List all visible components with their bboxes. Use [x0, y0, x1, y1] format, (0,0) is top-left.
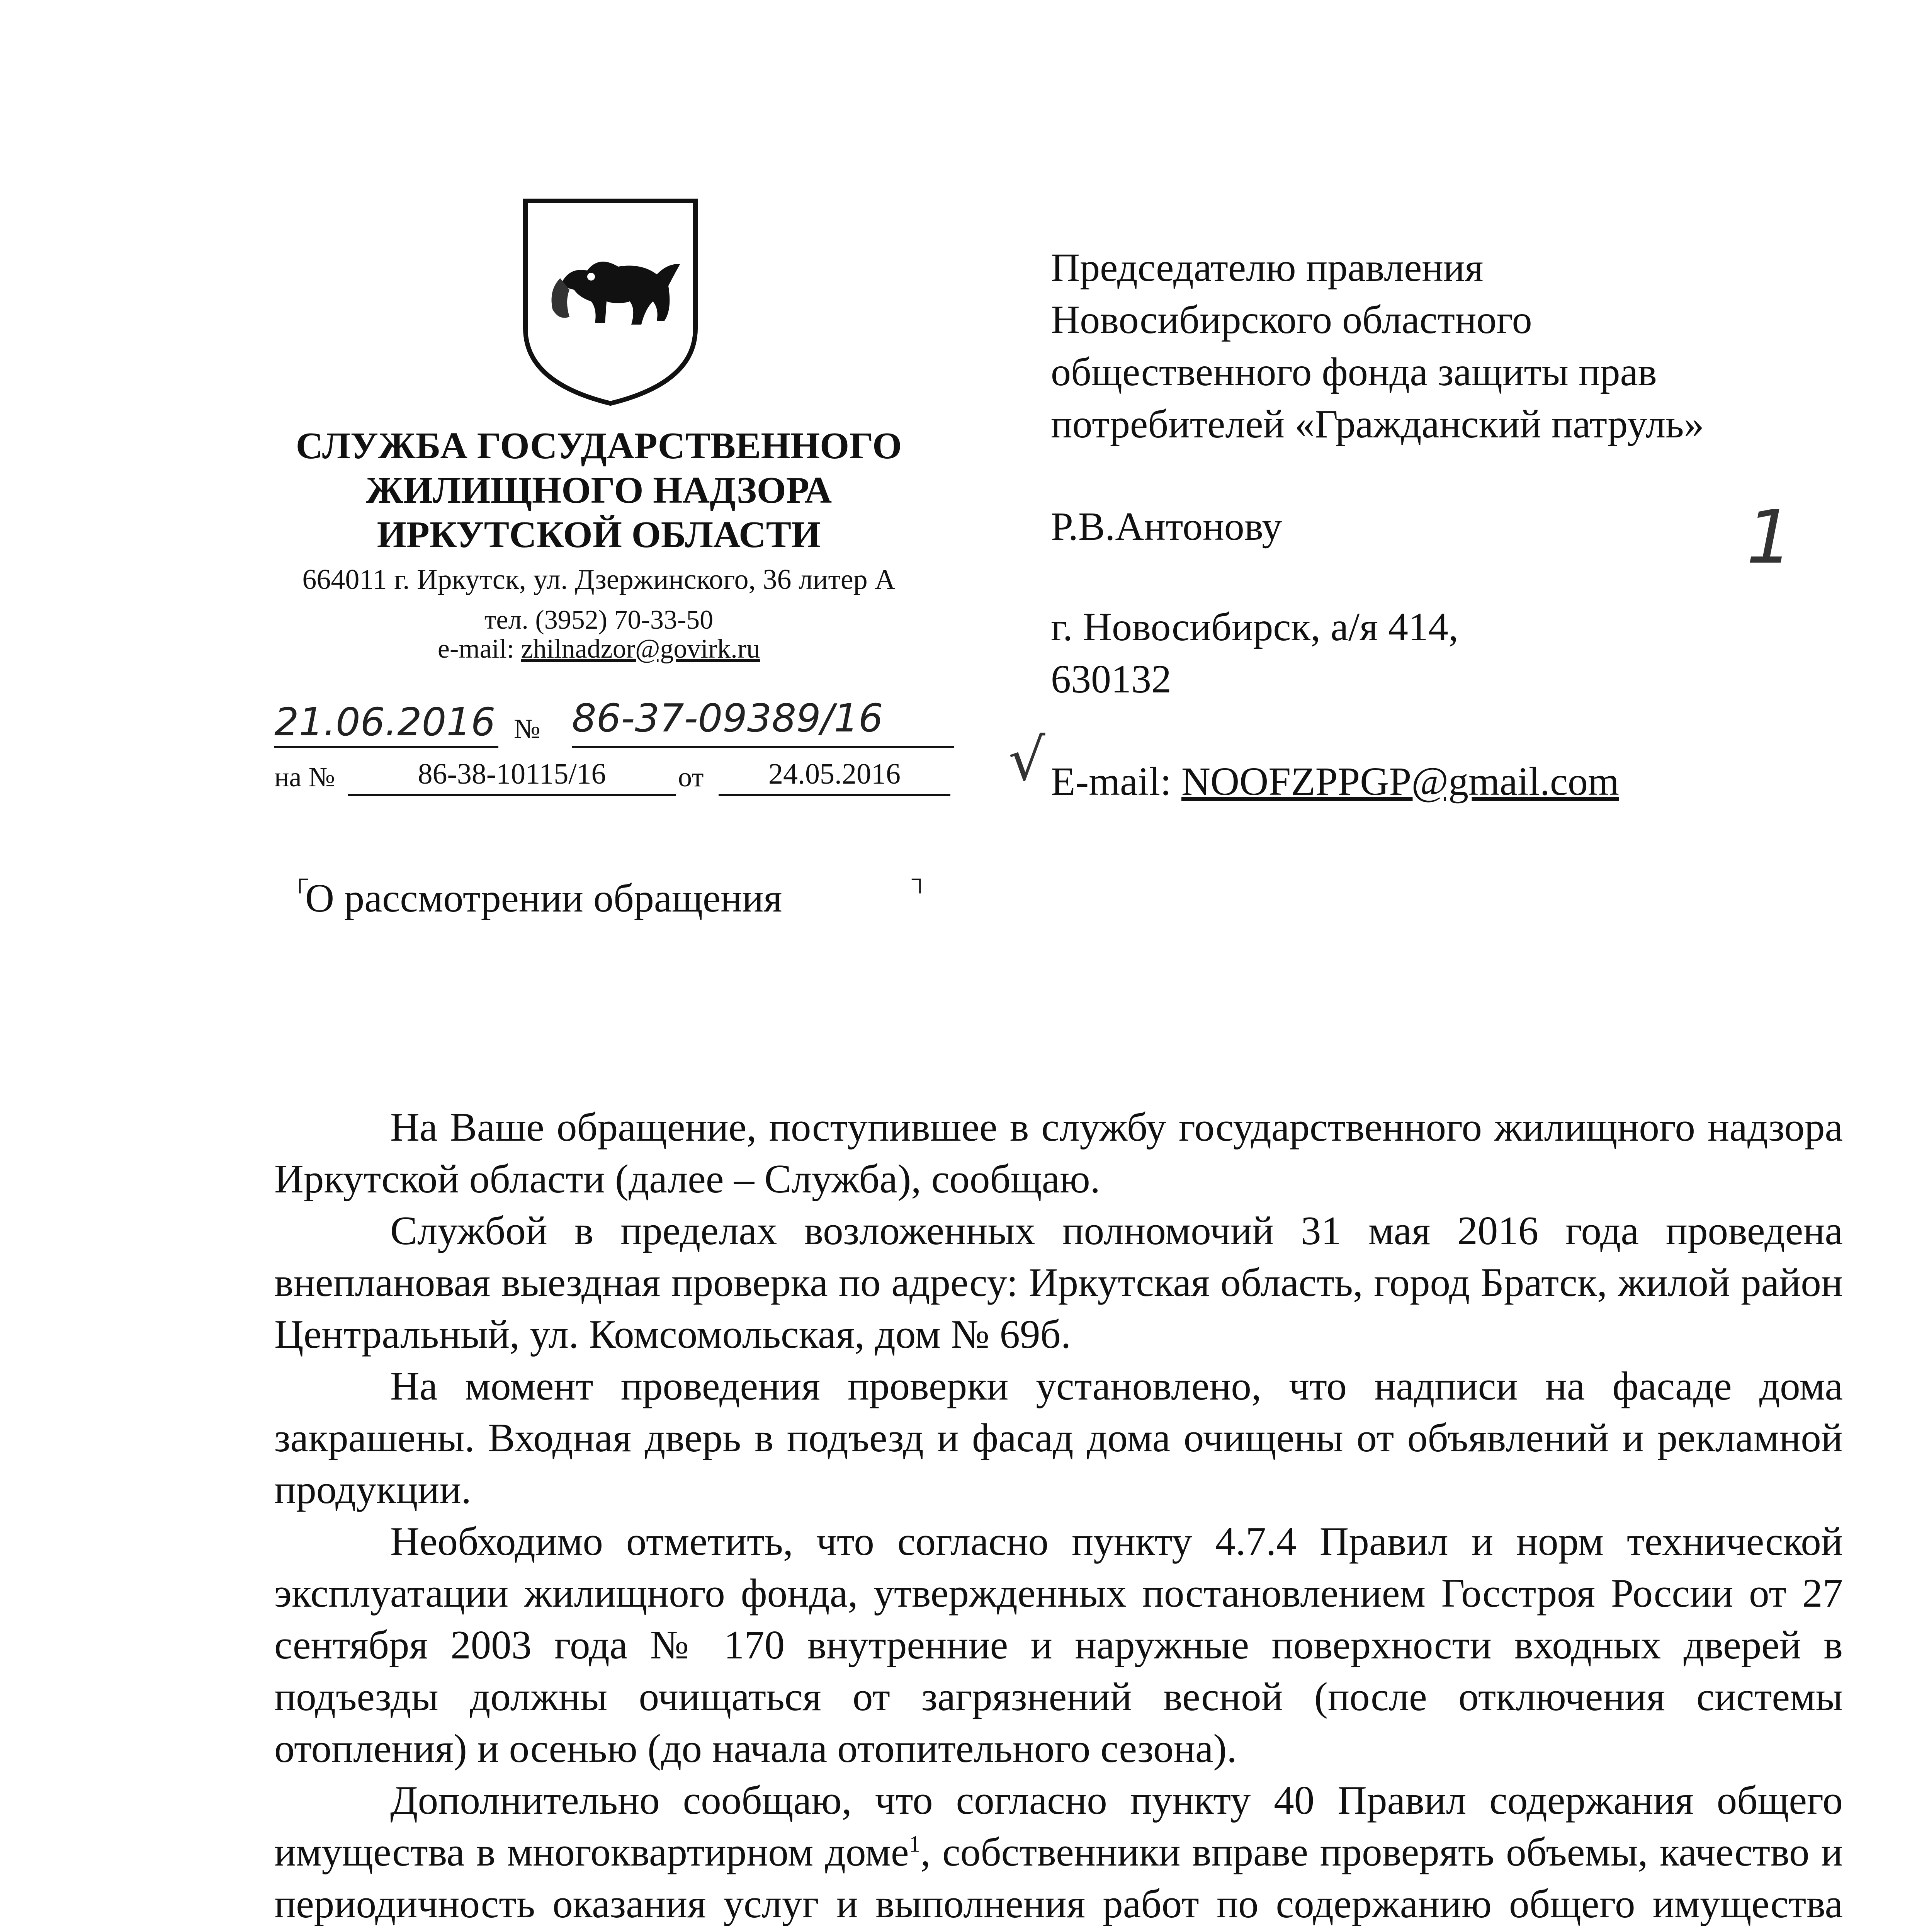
reply-number: 86-38-10115/16 — [348, 757, 676, 796]
body-paragraph-4: Необходимо отметить, что согласно пункту 4.7.4 Правил и норм технической эксплуатации жилищного фонда, утвержденных постановлением Госстроя России от 27 сентября 2003 года № 170 внутренние и наружные поверхности входных дверей в подъезды должны очищаться от загрязнений весной (после отключения системы отопления) и осенью (до начала отопительного сезона). — [274, 1519, 1843, 1771]
org-email-label: e-mail: — [437, 634, 515, 664]
outgoing-number-label: № — [514, 713, 540, 744]
body-paragraph-5-part-b: , собственники вправе проверять объемы, качество и периодичность оказания услуг и выполнения работ по содержанию общего имущества — [274, 1829, 1843, 1926]
body-paragraph-3: На момент проведения проверки установлено, что надписи на фасаде дома закрашены. Входная дверь в подъезд и фасад дома очищены от объявлений и рекламной продукции. — [274, 1363, 1843, 1512]
letter-body — [274, 1101, 1843, 1932]
addressee-name: Р.В.Антонову — [1051, 504, 1282, 549]
subject-corner-right-icon: ┐ — [912, 866, 928, 891]
org-email-line — [270, 632, 927, 667]
reply-number-label: на № — [274, 762, 335, 793]
addressee-line3: общественного фонда защиты прав — [1051, 350, 1657, 394]
outgoing-date: 21.06.2016 — [274, 699, 498, 748]
addressee-city: г. Новосибирск, а/я 414, — [1051, 605, 1458, 649]
addressee-zip: 630132 — [1051, 657, 1171, 701]
org-address: 664011 г. Иркутск, ул. Дзержинского, 36 литер А — [302, 564, 896, 595]
reply-date: 24.05.2016 — [719, 757, 950, 796]
org-name-line1: СЛУЖБА ГОСУДАРСТВЕННОГО — [296, 425, 902, 467]
outgoing-number: 86-37-09389/16 — [572, 696, 954, 748]
org-name-line3: ИРКУТСКОЙ ОБЛАСТИ — [377, 514, 821, 556]
org-name-line2: ЖИЛИЩНОГО НАДЗОРА — [365, 469, 832, 511]
reply-from-label: от — [678, 762, 704, 793]
body-paragraph-2: Службой в пределах возложенных полномочий 31 мая 2016 года проведена внеплановая выездная проверка по адресу: Иркутская область, город Братск, жилой район Центральный, ул. Комсомольская, дом № 69б. — [274, 1208, 1843, 1357]
addressee-line4: потребителей «Гражданский патруль» — [1051, 402, 1704, 446]
addressee-email-line — [1051, 755, 1862, 808]
addressee-email-label: E-mail: — [1051, 759, 1171, 804]
subject-line: О рассмотрении обращения — [305, 876, 782, 920]
coat-of-arms-emblem — [514, 193, 707, 410]
addressee-line2: Новосибирского областного — [1051, 298, 1532, 342]
body-paragraph-1: На Ваше обращение, поступившее в службу государственного жилищного надзора Иркутской области (далее – Служба), сообщаю. — [274, 1104, 1843, 1201]
subject-corner-left-icon: ┌ — [292, 866, 308, 891]
body-paragraph-5 — [274, 1774, 1843, 1932]
addressee-email-link[interactable]: NOOFZPPGP@gmail.com — [1181, 759, 1619, 804]
org-email-link[interactable]: zhilnadzor@govirk.ru — [521, 634, 760, 664]
body-paragraph-5-part-a: Дополнительно сообщаю, что согласно пункту 40 Правил содержания общего имущества в многоквартирном доме — [274, 1777, 1843, 1874]
addressee-line1: Председателю правления — [1051, 245, 1484, 290]
check-mark: √ — [1008, 726, 1045, 794]
org-phone: тел. (3952) 70-33-50 — [484, 605, 714, 635]
handwritten-number-mark: 1 — [1746, 495, 1793, 580]
footnote-reference: 1 — [909, 1831, 921, 1857]
